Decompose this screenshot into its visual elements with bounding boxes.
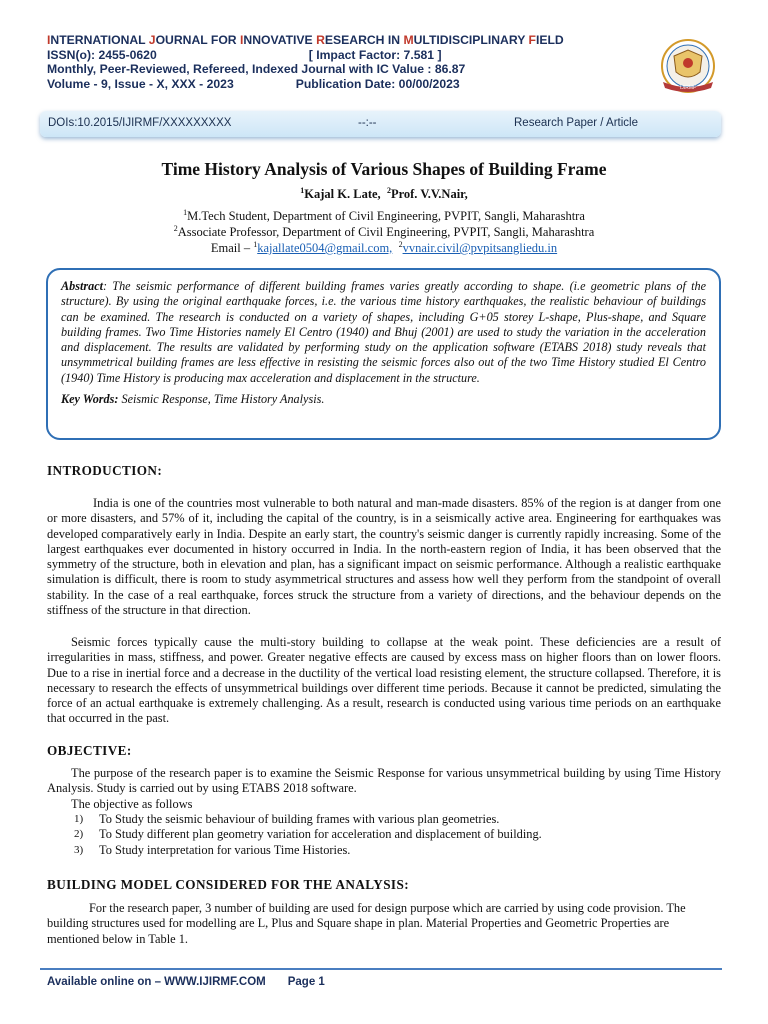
volume-row bbox=[47, 77, 647, 92]
building-model-heading: BUILDING MODEL CONSIDERED FOR THE ANALYSIS: bbox=[47, 877, 409, 892]
paper-title: Time History Analysis of Various Shapes of Building Frame bbox=[161, 159, 607, 179]
list-number: 1) bbox=[74, 813, 84, 825]
introduction-paragraph-2: Seismic forces typically cause the multi-story building to collapse at the weak point. These deficiencies are a result of irregularities in mass, stiffness, and power. Greater negative effects are caused by excess mass on higher floors than on lower floors. Due to a rise in inertial force and a decrease in the ductility of the vertical load resisting element, the structure collapsed. Therefore, it is necessary to research the effects of unsymmetrical buildings over different time periods. Because it cannot be predicted, simulating the force of an actual earthquake is extremely challenging. As a result, research is conducted using various time periods on an earthquake that occurred in the past. bbox=[47, 635, 721, 726]
page-number: Page 1 bbox=[287, 976, 325, 988]
impact-factor: [ Impact Factor: 7.581 ] bbox=[308, 47, 442, 62]
list-item bbox=[47, 843, 721, 858]
journal-name bbox=[47, 33, 647, 48]
list-number: 3) bbox=[74, 843, 84, 856]
authors bbox=[0, 187, 768, 202]
affiliation-2 bbox=[0, 225, 768, 240]
review-line: Monthly, Peer-Reviewed, Refereed, Indexed Journal with IC Value : 86.87 bbox=[47, 62, 466, 76]
affiliation-1-text: M.Tech Student, Department of Civil Engineering, PVPIT, Sangli, Maharashtra bbox=[187, 209, 585, 223]
journal-name-initial: F bbox=[528, 33, 536, 47]
issn-row bbox=[47, 48, 647, 63]
building-model-paragraph: For the research paper, 3 number of building are used for design purpose which are carried by using code provision. The building structures used for modelling are L, Plus and Square shape in plan. Material Properties and Geometric Properties are mentioned below in Table 1. bbox=[47, 901, 686, 946]
journal-name-part: ULTIDISCIPLINARY bbox=[413, 33, 529, 47]
journal-name-initial: I bbox=[47, 33, 51, 47]
issn: ISSN(o): 2455-0620 bbox=[47, 47, 157, 62]
abstract-label: Abstract bbox=[61, 279, 103, 293]
doi-bar bbox=[40, 111, 721, 137]
email-label: Email – bbox=[210, 241, 251, 255]
journal-name-initial: M bbox=[403, 33, 414, 47]
abstract bbox=[61, 279, 706, 386]
email-sup: 2 bbox=[398, 239, 403, 249]
abstract-box bbox=[46, 268, 721, 440]
keywords bbox=[61, 392, 706, 407]
footer bbox=[47, 976, 325, 988]
author-sup: 1 bbox=[300, 185, 305, 195]
list-item bbox=[47, 827, 721, 842]
email-sup: 1 bbox=[253, 239, 258, 249]
footer-website[interactable]: Available online on – WWW.IJIRMF.COM bbox=[47, 976, 266, 988]
publication-date: Publication Date: 00/00/2023 bbox=[295, 76, 460, 91]
journal-name-part: ESEARCH IN bbox=[324, 33, 404, 47]
author-1: Kajal K. Late, bbox=[304, 187, 381, 201]
volume-issue: Volume - 9, Issue - X, XXX - 2023 bbox=[47, 76, 234, 91]
list-item-text: To Study interpretation for various Time Histories. bbox=[99, 842, 351, 857]
logo-emblem-icon bbox=[683, 58, 693, 68]
logo-text: IJIRMF bbox=[679, 85, 697, 91]
list-item-text: To Study different plan geometry variation for acceleration and displacement of building. bbox=[99, 827, 542, 842]
list-item bbox=[47, 812, 721, 827]
doi-separator: --:-- bbox=[358, 117, 377, 129]
objective-intro: The objective as follows bbox=[71, 797, 193, 811]
journal-header bbox=[47, 33, 647, 91]
journal-name-part: NNOVATIVE bbox=[243, 33, 317, 47]
affiliation-1 bbox=[0, 209, 768, 224]
objective-heading: OBJECTIVE: bbox=[47, 743, 132, 758]
list-item-text: To Study the seismic behaviour of building frames with various plan geometries. bbox=[99, 812, 500, 826]
journal-name-initial: R bbox=[316, 33, 325, 47]
abstract-text: : The seismic performance of different building frames varies greatly according to shape. (i.e geometric plans of the structure). By using the original earthquake forces, i.e. the various time history earthquakes, the realistic behaviour of buildings can be examined. The research is conducted on a variety of shapes, including G+05 storey L-shape, Plus-shape, and Square building frames. Two Time Histories namely El Centro (1940) and Bhuj (2001) are used to study the variation in the acceleration and displacement. The results are validated by performing study on the application software (ETABS 2018) study reveals that unsymmetrical building frames are less effective in resisting the seismic forces also out of the two Time History studied El Centro (1940) Time History is producing max acceleration and displacement in the structure. bbox=[61, 279, 706, 385]
author-2: Prof. V.V.Nair, bbox=[390, 187, 468, 201]
journal-name-part: OURNAL FOR bbox=[155, 33, 240, 47]
journal-logo bbox=[653, 38, 723, 94]
footer-divider bbox=[40, 968, 722, 970]
email-1-link[interactable]: kajallate0504@gmail.com, bbox=[257, 241, 393, 255]
keywords-label: Key Words: bbox=[61, 392, 119, 407]
journal-name-part: IELD bbox=[535, 33, 564, 47]
objective-list bbox=[47, 812, 721, 858]
article-type: Research Paper / Article bbox=[514, 117, 639, 129]
author-sup: 2 bbox=[386, 185, 391, 195]
affiliation-sup: 2 bbox=[173, 223, 178, 233]
email-line bbox=[0, 241, 768, 256]
keywords-text: Seismic Response, Time History Analysis. bbox=[121, 392, 325, 407]
email-2-link[interactable]: vvnair.civil@pvpitsangliedu.in bbox=[402, 241, 558, 255]
journal-name-initial: J bbox=[148, 33, 156, 47]
introduction-heading: INTRODUCTION: bbox=[47, 463, 163, 478]
doi[interactable]: DOIs:10.2015/IJIRMF/XXXXXXXXX bbox=[48, 117, 232, 129]
journal-name-initial: I bbox=[240, 33, 244, 47]
objective-paragraph: The purpose of the research paper is to examine the Seismic Response for various unsymmetrical building by using Time History Analysis. Study is carried out by using ETABS 2018 software. bbox=[47, 766, 721, 796]
affiliation-sup: 1 bbox=[183, 207, 188, 217]
introduction-paragraph-1: India is one of the countries most vulnerable to both natural and man-made disasters. 85% of the region is at danger from one or more disasters, and 57% of it, including the capital of the country, is in a seismically active area. Engineering for earthquakes was developed comparatively early in India. Despite an early start, the country's seismic danger is currently rapidly increasing. Some of the largest earthquakes ever documented in history occurred in India. In the north-eastern region of India, it has been observed that the symmetry of the structure, both in elevation and plan, has a significant impact on seismic performance. Although a realistic earthquake simulation is difficult, there is room to study asymmetrical structures and assess how well they perform from the standpoint of overall stability. In the case of a real earthquake, forces struck the structure from a variety of directions, and the behaviour depends on the stiffness of the structure in that direction. bbox=[47, 496, 721, 618]
journal-name-part: NTERNATIONAL bbox=[50, 33, 149, 47]
affiliation-2-text: Associate Professor, Department of Civil Engineering, PVPIT, Sangli, Maharashtra bbox=[177, 225, 595, 239]
list-number: 2) bbox=[74, 828, 84, 841]
